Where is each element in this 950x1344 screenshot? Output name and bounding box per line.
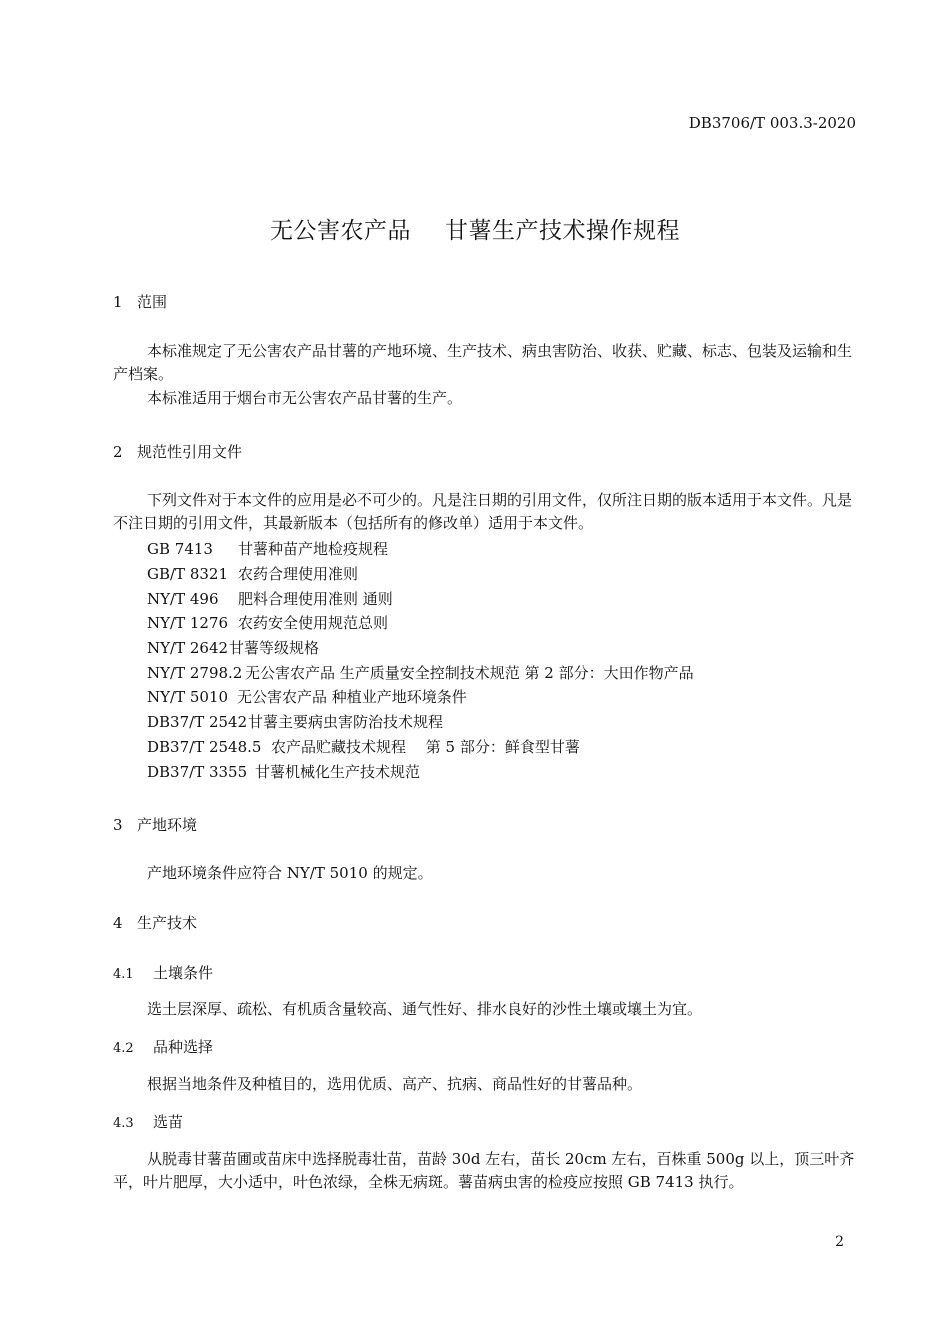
section-4-1-heading: 4.1 土壤条件 bbox=[113, 964, 214, 982]
section-2-heading: 2 规范性引用文件 bbox=[113, 443, 243, 461]
reference-item: NY/T 1276 农药安全使用规范总则 bbox=[147, 614, 389, 632]
page-number: 2 bbox=[835, 1234, 844, 1250]
section-4-heading: 4 生产技术 bbox=[113, 914, 198, 932]
reference-item: NY/T 496 肥料合理使用准则 通则 bbox=[147, 590, 393, 608]
reference-item: NY/T 5010 无公害农产品 种植业产地环境条件 bbox=[147, 688, 467, 706]
reference-item: DB37/T 3355 甘薯机械化生产技术规范 bbox=[147, 763, 421, 781]
title-part2: 甘薯生产技术操作规程 bbox=[445, 218, 680, 244]
section-4-2-paragraph: 根据当地条件及种植目的，选用优质、高产、抗病、商品性好的甘薯品种。 bbox=[147, 1075, 643, 1093]
page-title bbox=[0, 212, 950, 245]
section-3-paragraph-1: 产地环境条件应符合 NY/T 5010 的规定。 bbox=[147, 864, 433, 882]
section-1-paragraph-2: 本标准适用于烟台市无公害农产品甘薯的生产。 bbox=[147, 389, 463, 407]
reference-item: DB37/T 2542甘薯主要病虫害防治技术规程 bbox=[147, 713, 444, 731]
section-3-heading: 3 产地环境 bbox=[113, 816, 198, 834]
section-4-1-paragraph: 选土层深厚、疏松、有机质含量较高、通气性好、排水良好的沙性土壤或壤土为宜。 bbox=[147, 1000, 703, 1018]
reference-item: NY/T 2798.2 无公害农产品 生产质量安全控制技术规范 第 2 部分：大田作物产品 bbox=[147, 664, 694, 682]
section-2-paragraph-1: 下列文件对于本文件的应用是必不可少的。凡是注日期的引用文件，仅所注日期的版本适用于本文件。凡是不注日期的引用文件，其最新版本（包括所有的修改单）适用于本文件。 bbox=[113, 491, 853, 532]
section-1-heading: 1 范围 bbox=[113, 293, 168, 311]
reference-item: GB 7413 甘薯种苗产地检疫规程 bbox=[147, 540, 389, 558]
section-1-paragraph-1: 本标准规定了无公害农产品甘薯的产地环境、生产技术、病虫害防治、收获、贮藏、标志、包装及运输和生产档案。 bbox=[113, 342, 853, 383]
section-4-2-heading: 4.2 品种选择 bbox=[113, 1038, 214, 1056]
reference-item: DB37/T 2548.5 农产品贮藏技术规程 第 5 部分：鲜食型甘薯 bbox=[147, 738, 580, 756]
document-id: DB3706/T 003.3-2020 bbox=[688, 114, 856, 132]
reference-item: GB/T 8321 农药合理使用准则 bbox=[147, 565, 359, 583]
section-4-3-paragraph: 从脱毒甘薯苗圃或苗床中选择脱毒壮苗，苗龄 30d 左右，苗长 20cm 左右，百株重 500g 以上，顶三叶齐平，叶片肥厚，大小适中，叶色浓绿，全株无病斑。薯苗病虫害的检疫应按照 GB 7413 执行。 bbox=[113, 1150, 855, 1191]
reference-item: NY/T 2642甘薯等级规格 bbox=[147, 639, 320, 657]
section-4-3-heading: 4.3 选苗 bbox=[113, 1113, 184, 1131]
title-part1: 无公害农产品 bbox=[270, 218, 411, 244]
